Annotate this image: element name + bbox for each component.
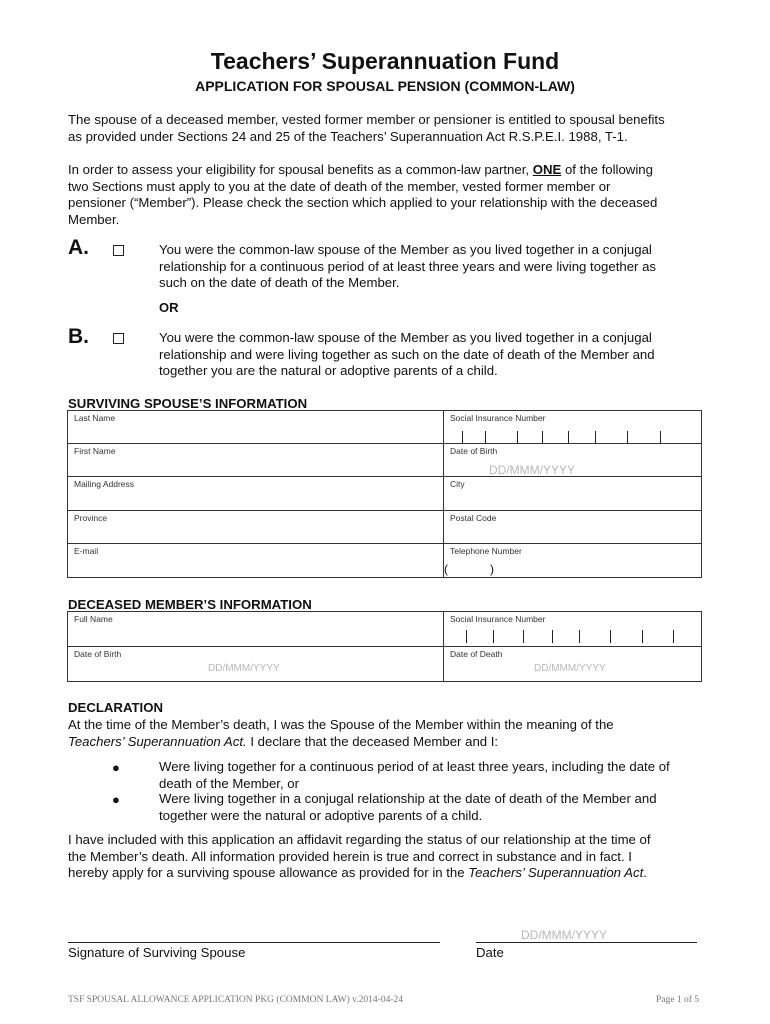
dob-field[interactable] — [444, 444, 702, 477]
intro-text: of the following — [561, 162, 653, 177]
declaration-paragraph — [68, 832, 728, 882]
sin-boxes — [466, 630, 676, 643]
act-name: Teachers’ Superannuation Act — [468, 865, 644, 880]
field-label: Last Name — [74, 413, 116, 423]
deceased-dob-field[interactable] — [68, 647, 444, 682]
emphasis-one: ONE — [532, 162, 562, 177]
field-label: E-mail — [74, 546, 99, 556]
declaration-intro — [68, 717, 728, 750]
declaration-line: the Member’s death. All information provided herein is true and correct in substance and in fact. I — [68, 848, 632, 864]
city-field[interactable] — [444, 477, 702, 511]
field-label: Mailing Address — [74, 479, 135, 489]
option-line: together you are the natural or adoptive parents of a child. — [159, 363, 498, 378]
full-name-field[interactable] — [68, 612, 444, 647]
province-field[interactable] — [68, 511, 444, 544]
option-b-text — [159, 330, 719, 380]
field-label: Province — [74, 513, 108, 523]
intro-paragraph-2 — [68, 162, 728, 228]
surviving-spouse-table — [67, 410, 702, 578]
bullet-line: Were living together in a conjugal relationship at the date of death of the Member and — [159, 791, 657, 806]
intro-line: pensioner (“Member”). Please check the section which applied to your relationship with the deceased — [68, 195, 658, 210]
date-line[interactable] — [476, 942, 697, 943]
telephone-field[interactable] — [444, 544, 702, 578]
dod-placeholder: DD/MMM/YYYY — [534, 663, 606, 674]
or-separator: OR — [159, 300, 179, 315]
option-a-checkbox[interactable] — [113, 245, 124, 256]
phone-close-paren: ) — [490, 562, 494, 576]
declaration-text: hereby apply for a surviving spouse allowance as provided for in the — [68, 865, 469, 880]
option-a-letter: A. — [68, 236, 89, 259]
option-line: You were the common-law spouse of the Member as you lived together in a conjugal — [159, 330, 652, 345]
declaration-line — [68, 865, 728, 882]
intro-line: The spouse of a deceased member, vested former member or pensioner is entitled to spousal benefits — [68, 112, 665, 127]
field-label: Date of Death — [450, 649, 503, 659]
date-label: Date — [476, 945, 504, 960]
intro-paragraph-1 — [68, 112, 718, 145]
mailing-address-field[interactable] — [68, 477, 444, 511]
field-label: Date of Birth — [450, 446, 498, 456]
declaration-text: . — [643, 865, 647, 880]
declaration-bullet-2 — [159, 791, 719, 824]
date-placeholder: DD/MMM/YYYY — [521, 928, 608, 942]
dob-placeholder: DD/MMM/YYYY — [208, 663, 280, 674]
option-b-checkbox[interactable] — [113, 333, 124, 344]
last-name-field[interactable] — [68, 411, 444, 444]
field-label: Date of Birth — [74, 649, 122, 659]
field-label: City — [450, 479, 465, 489]
intro-line: as provided under Sections 24 and 25 of the Teachers’ Superannuation Act R.S.P.E.I. 1988, T-1. — [68, 128, 628, 144]
dob-placeholder: DD/MMM/YYYY — [489, 463, 576, 477]
phone-open-paren: ( — [444, 562, 448, 576]
declaration-line: I have included with this application an affidavit regarding the status of our relationship at the time of — [68, 832, 651, 847]
deceased-sin-field[interactable] — [444, 612, 702, 647]
page-title: Teachers’ Superannuation Fund — [210, 48, 560, 74]
bullet-icon: ● — [112, 792, 120, 807]
surviving-spouse-heading: SURVIVING SPOUSE’S INFORMATION — [68, 396, 308, 411]
declaration-bullet-1 — [159, 759, 719, 792]
intro-text: In order to assess your eligibility for spousal benefits as a common-law partner, — [68, 162, 533, 177]
bullet-icon: ● — [112, 760, 120, 775]
declaration-heading: DECLARATION — [68, 700, 163, 715]
form-subtitle: APPLICATION FOR SPOUSAL PENSION (COMMON-LAW) — [195, 78, 575, 94]
intro-line — [68, 162, 728, 179]
postal-code-field[interactable] — [444, 511, 702, 544]
declaration-line: At the time of the Member’s death, I was the Spouse of the Member within the meaning of the — [68, 717, 614, 732]
declaration-line — [68, 734, 728, 751]
bullet-line: Were living together for a continuous period of at least three years, including the date of — [159, 759, 670, 774]
field-label: Postal Code — [450, 513, 497, 523]
email-field[interactable] — [68, 544, 444, 578]
deceased-member-heading: DECEASED MEMBER’S INFORMATION — [68, 597, 312, 612]
intro-line: two Sections must apply to you at the date of death of the member, vested former member or — [68, 178, 611, 194]
first-name-field[interactable] — [68, 444, 444, 477]
field-label: Social Insurance Number — [450, 413, 546, 423]
declaration-text: I declare that the deceased Member and I: — [246, 733, 499, 749]
option-line: relationship for a continuous period of at least three years and were living together as — [159, 258, 657, 274]
sin-field[interactable] — [444, 411, 702, 444]
footer-document-id: TSF SPOUSAL ALLOWANCE APPLICATION PKG (COMMON LAW) v.2014-04-24 — [68, 995, 404, 1005]
option-line: such on the date of death of the Member. — [159, 275, 400, 290]
field-label: Social Insurance Number — [450, 614, 546, 624]
deceased-member-table — [67, 611, 702, 682]
field-label: Telephone Number — [450, 546, 522, 556]
footer-page-number: Page 1 of 5 — [656, 995, 700, 1005]
sin-boxes — [462, 431, 662, 444]
signature-label: Signature of Surviving Spouse — [68, 945, 246, 960]
field-label: Full Name — [74, 614, 113, 624]
field-label: First Name — [74, 446, 116, 456]
act-name: Teachers’ Superannuation Act. — [68, 733, 247, 749]
option-b-letter: B. — [68, 325, 89, 348]
option-line: relationship and were living together as such on the date of death of the Member and — [159, 346, 655, 362]
bullet-line: death of the Member, or — [159, 775, 300, 791]
option-line: You were the common-law spouse of the Member as you lived together in a conjugal — [159, 242, 652, 257]
option-a-text — [159, 242, 719, 292]
signature-line[interactable] — [68, 942, 440, 943]
bullet-line: together were the natural or adoptive parents of a child. — [159, 807, 483, 823]
date-of-death-field[interactable] — [444, 647, 702, 682]
intro-line: Member. — [68, 211, 120, 227]
